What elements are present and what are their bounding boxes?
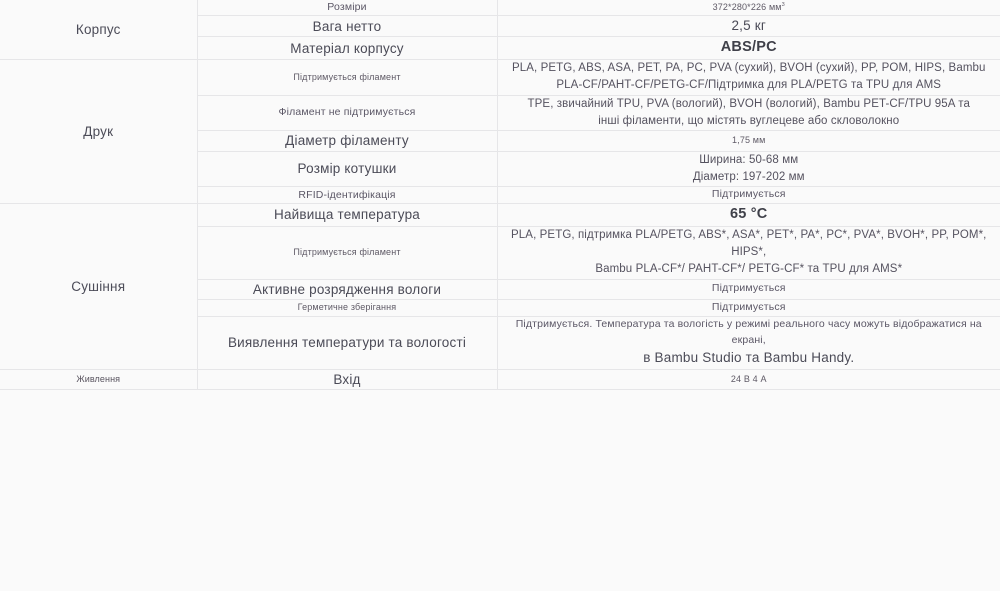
spec-value: [497, 316, 1000, 369]
group-label-text: Живлення: [76, 374, 121, 385]
spec-label: [197, 151, 497, 187]
spec-label: [197, 279, 497, 300]
spec-label-text: Активне розрядження вологи: [252, 281, 442, 297]
spec-value: [497, 16, 1000, 37]
spec-label: [197, 16, 497, 37]
spec-label-text: Вхід: [333, 371, 361, 387]
group-label-power: [0, 369, 197, 390]
spec-value-line: PLA, PETG, ABS, ASA, PET, PA, PC, PVA (сухий), BVOH (сухий), PP, POM, HIPS, Bambu: [512, 62, 986, 75]
spec-value: [497, 226, 1000, 279]
spec-label: [197, 300, 497, 317]
spec-label-text: Філамент не підтримується: [278, 106, 416, 119]
group-label-body: [0, 0, 197, 60]
spec-value-line: Bambu PLA-CF*/ PAHT-CF*/ PETG-CF* та TPU для AMS*: [595, 263, 903, 276]
spec-label-text: Матеріал корпусу: [290, 40, 404, 56]
spec-value-line: Підтримується: [711, 188, 786, 201]
table-row: [0, 0, 1000, 16]
spec-label-text: Підтримується філамент: [293, 71, 401, 82]
spec-label: [197, 60, 497, 96]
spec-value-line: 372*280*226 $мм^3$: [712, 1, 785, 12]
spec-value: [497, 204, 1000, 227]
group-label-print: [0, 60, 197, 204]
table-row: [0, 60, 1000, 96]
spec-value-line: Підтримується. Температура та вологість у режимі реального часу можуть відображатися на екрані,: [515, 317, 982, 346]
group-label-text: Корпус: [75, 22, 121, 38]
spec-value-line: TPE, звичайний TPU, PVA (вологий), BVOH (вологий), Bambu PET-CF/TPU 95A та: [527, 97, 970, 110]
spec-value-line: 65 °C: [730, 206, 768, 223]
spec-label: [197, 187, 497, 204]
spec-label-text: Виявлення температури та вологості: [227, 334, 467, 350]
spec-label-text: RFID-ідентифікація: [298, 188, 396, 201]
spec-label: [197, 369, 497, 390]
spec-label: [197, 204, 497, 227]
spec-label-text: Розмір котушки: [297, 161, 397, 177]
spec-label: [197, 0, 497, 16]
spec-value: [497, 300, 1000, 317]
spec-value-line: Діаметр: 197-202 мм: [692, 171, 805, 184]
spec-label-text: Розміри: [327, 1, 367, 13]
spec-value: [497, 95, 1000, 131]
spec-value-line: Підтримується: [711, 282, 786, 295]
spec-value: [497, 60, 1000, 96]
spec-value: [497, 187, 1000, 204]
spec-value: [497, 0, 1000, 16]
group-label-drying: [0, 204, 197, 370]
spec-value: [497, 279, 1000, 300]
spec-label-text: Герметичне зберігання: [297, 302, 397, 313]
spec-label-text: Підтримується філамент: [293, 247, 401, 258]
spec-label-text: Вага нетто: [312, 18, 382, 34]
spec-value: [497, 151, 1000, 187]
spec-value-line: 24 В 4 А: [730, 373, 767, 384]
table-row: [0, 369, 1000, 390]
spec-value-line: інші філаменти, що містять вуглецеве або скловолокно: [598, 114, 900, 127]
spec-label: [197, 37, 497, 60]
spec-value: [497, 37, 1000, 60]
spec-value: [497, 369, 1000, 390]
group-label-text: Сушіння: [71, 278, 126, 294]
spec-label-text: Діаметр філаменту: [285, 133, 409, 149]
spec-label-text: Найвища температура: [274, 207, 420, 223]
spec-value-line: Ширина: 50-68 мм: [699, 153, 799, 166]
spec-value-line: PLA-CF/PAHT-CF/PETG-CF/Підтримка для PLA/PETG та TPU для AMS: [556, 79, 942, 92]
spec-label: [197, 316, 497, 369]
table-row: [0, 204, 1000, 227]
spec-value: [497, 131, 1000, 152]
spec-label: [197, 226, 497, 279]
group-label-text: Друк: [83, 124, 114, 140]
spec-value-line: 1,75 мм: [732, 135, 766, 146]
spec-value-line: 2,5 кг: [731, 18, 767, 34]
spec-value-line: Підтримується: [711, 301, 786, 314]
spec-value-line: ABS/PC: [720, 39, 777, 56]
spec-label: [197, 131, 497, 152]
spec-value-line: PLA, PETG, підтримка PLA/PETG, ABS*, ASA*, PET*, PA*, PC*, PVA*, BVOH*, PP, POM*, HIPS*,: [511, 228, 987, 259]
spec-label: [197, 95, 497, 131]
spec-value-line: в Bambu Studio та Bambu Handy.: [643, 350, 855, 366]
